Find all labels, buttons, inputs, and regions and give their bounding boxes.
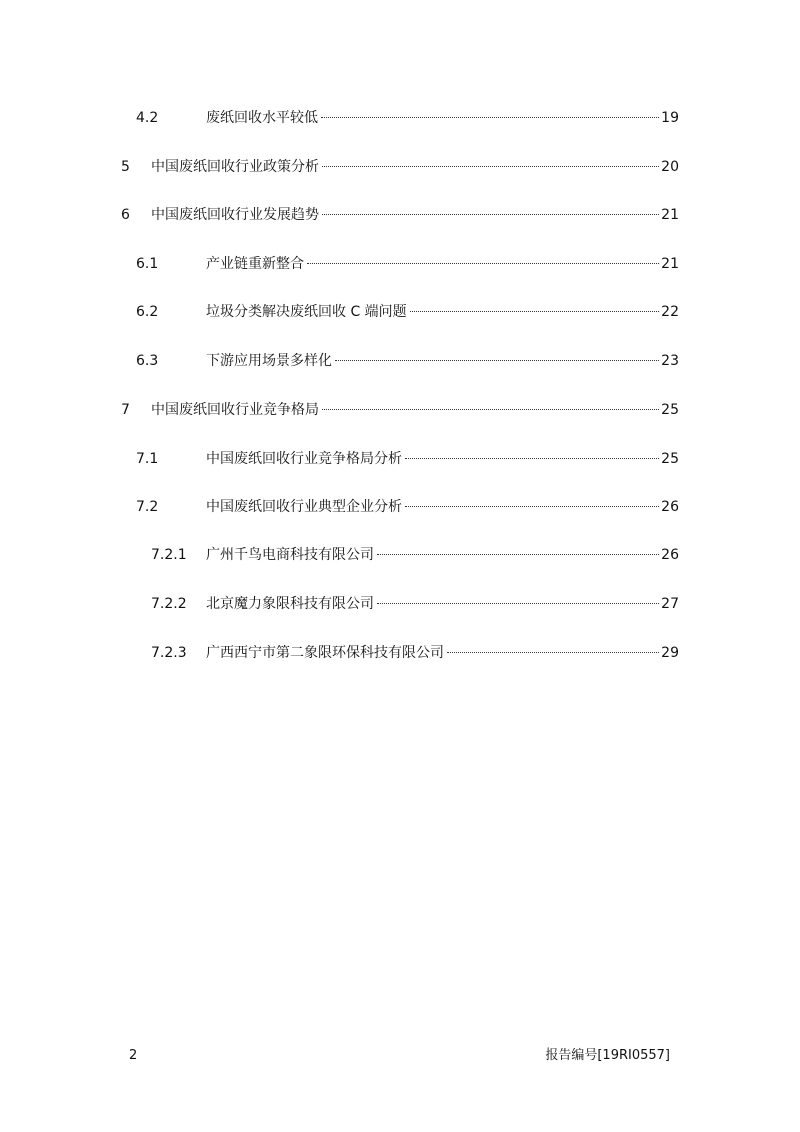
- toc-entry-7-2-2[interactable]: [151, 594, 679, 614]
- toc-entry-page: 27: [661, 596, 679, 612]
- toc-leader-dots: [447, 651, 659, 653]
- toc-entry-page: 29: [661, 645, 679, 661]
- toc-entry-title: 中国废纸回收行业竞争格局: [151, 402, 319, 418]
- toc-entry-title: 广西西宁市第二象限环保科技有限公司: [206, 645, 444, 661]
- toc-entry-page: 26: [661, 499, 679, 515]
- toc-leader-dots: [405, 505, 659, 507]
- toc-entry-title: 广州千鸟电商科技有限公司: [206, 547, 374, 563]
- toc-entry-6-3[interactable]: [136, 351, 679, 371]
- toc-entry-title: 垃圾分类解决废纸回收 C 端问题: [206, 304, 407, 320]
- toc-entry-title: 中国废纸回收行业竞争格局分析: [206, 451, 402, 467]
- toc-entry-title: 废纸回收水平较低: [206, 110, 318, 126]
- toc-leader-dots: [307, 262, 659, 264]
- toc-entry-number: 7.2: [136, 499, 159, 515]
- footer-page-number: 2: [129, 1048, 138, 1063]
- toc-entry-6-2[interactable]: [136, 302, 679, 322]
- toc-entry-7-2[interactable]: [136, 497, 679, 517]
- toc-leader-dots: [322, 165, 659, 167]
- toc-entry-4-2[interactable]: [136, 108, 679, 128]
- toc-entry-6-1[interactable]: [136, 254, 679, 274]
- toc-entry-page: 21: [661, 207, 679, 223]
- toc-entry-page: 25: [661, 402, 679, 418]
- toc-leader-dots: [322, 408, 659, 410]
- toc-entry-number: 7.2.2: [151, 596, 187, 612]
- toc-entry-7-2-3[interactable]: [151, 643, 679, 663]
- toc-entry-title: 中国废纸回收行业政策分析: [151, 159, 319, 175]
- toc-entry-page: 20: [661, 159, 679, 175]
- toc-entry-number: 4.2: [136, 110, 159, 126]
- toc-leader-dots: [322, 213, 659, 215]
- toc-entry-page: 19: [661, 110, 679, 126]
- toc-entry-title: 中国废纸回收行业典型企业分析: [206, 499, 402, 515]
- toc-entry-number: 6.1: [136, 256, 159, 272]
- toc-entry-number: 7: [121, 402, 130, 418]
- footer-report-id: 报告编号[19RI0557]: [545, 1048, 670, 1063]
- toc-leader-dots: [335, 359, 659, 361]
- toc-leader-dots: [321, 116, 659, 118]
- toc-entry-page: 26: [661, 547, 679, 563]
- toc-entry-5[interactable]: [121, 157, 679, 177]
- toc-entry-title: 北京魔力象限科技有限公司: [206, 596, 374, 612]
- toc-entry-number: 7.2.3: [151, 645, 187, 661]
- toc-entry-number: 6: [121, 207, 130, 223]
- toc-entry-number: 5: [121, 159, 130, 175]
- toc-entry-number: 6.2: [136, 304, 159, 320]
- toc-entry-number: 6.3: [136, 353, 159, 369]
- toc-entry-page: 21: [661, 256, 679, 272]
- toc-entry-number: 7.2.1: [151, 547, 187, 563]
- toc-entry-number: 7.1: [136, 451, 159, 467]
- toc-leader-dots: [410, 310, 659, 312]
- toc-leader-dots: [377, 602, 659, 604]
- toc-entry-title: 中国废纸回收行业发展趋势: [151, 207, 319, 223]
- toc-entry-page: 23: [661, 353, 679, 369]
- toc-entry-6[interactable]: [121, 205, 679, 225]
- toc-entry-page: 22: [661, 304, 679, 320]
- toc-entry-7[interactable]: [121, 400, 679, 420]
- toc-entry-7-1[interactable]: [136, 449, 679, 469]
- toc-leader-dots: [377, 553, 659, 555]
- toc-entry-page: 25: [661, 451, 679, 467]
- toc-entry-7-2-1[interactable]: [151, 545, 679, 565]
- toc-entry-title: 下游应用场景多样化: [206, 353, 332, 369]
- toc-leader-dots: [405, 457, 659, 459]
- toc-entry-title: 产业链重新整合: [206, 256, 304, 272]
